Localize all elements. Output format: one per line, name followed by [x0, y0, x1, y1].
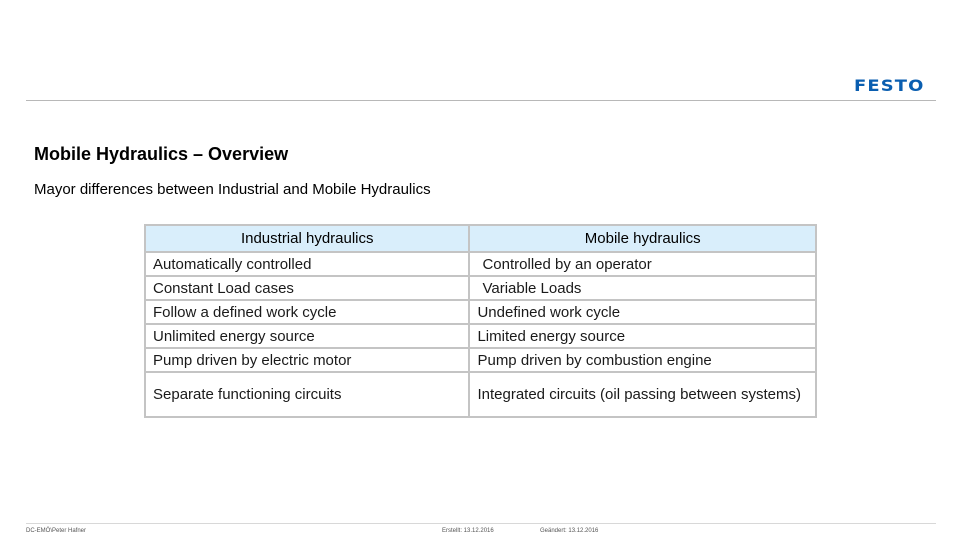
table-row [145, 348, 816, 372]
slide-title: Mobile Hydraulics – Overview [34, 144, 289, 164]
comparison-table [144, 224, 817, 418]
mobile-cell: Variable Loads [469, 276, 816, 300]
industrial-cell: Separate functioning circuits [145, 372, 469, 417]
industrial-cell: Pump driven by electric motor [145, 348, 469, 372]
table-row [145, 276, 816, 300]
table-row [145, 324, 816, 348]
footer-modified-date: Geändert: 13.12.2016 [540, 528, 599, 534]
table-row [145, 372, 816, 417]
footer-author: DC-EMÖ\Peter Hafner [26, 528, 87, 534]
industrial-cell: Follow a defined work cycle [145, 300, 469, 324]
table-row [145, 300, 816, 324]
industrial-cell: Constant Load cases [145, 276, 469, 300]
festo-logo: FESTO [854, 76, 925, 95]
mobile-cell: Limited energy source [469, 324, 816, 348]
table-row [145, 252, 816, 276]
footer-divider [26, 523, 936, 524]
footer-created-date: Erstellt: 13.12.2016 [442, 528, 494, 534]
slide-subtitle: Mayor differences between Industrial and Mobile Hydraulics [34, 181, 431, 198]
header-industrial-hydraulics: Industrial hydraulics [145, 225, 469, 252]
header-divider [26, 100, 936, 101]
mobile-cell: Controlled by an operator [469, 252, 816, 276]
mobile-cell: Integrated circuits (oil passing between systems) [469, 372, 816, 417]
industrial-cell: Unlimited energy source [145, 324, 469, 348]
mobile-cell: Pump driven by combustion engine [469, 348, 816, 372]
industrial-cell: Automatically controlled [145, 252, 469, 276]
mobile-cell: Undefined work cycle [469, 300, 816, 324]
header-mobile-hydraulics: Mobile hydraulics [469, 225, 816, 252]
table-header-row [145, 225, 816, 252]
